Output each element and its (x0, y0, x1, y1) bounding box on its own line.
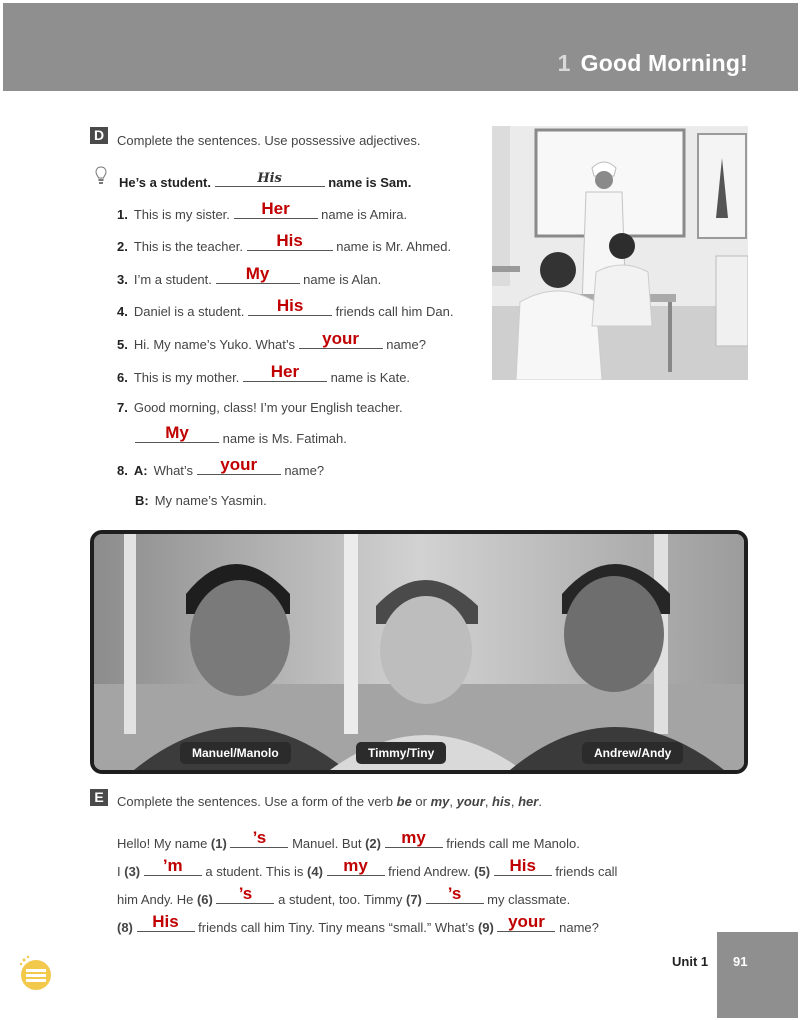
instruction-text: , (449, 794, 457, 809)
item-text: name is Mr. Ahmed. (336, 239, 452, 254)
answer-text: your (508, 912, 545, 931)
item-text: name is Ms. Fatimah. (222, 431, 347, 446)
exercise-item (117, 329, 426, 352)
instruction-text: . (538, 794, 542, 809)
exercise-item-continued (135, 423, 347, 446)
section-d-instruction: Complete the sentences. Use possessive adjectives. (117, 133, 421, 148)
item-text: What’s (153, 463, 194, 478)
item-text: name is Alan. (303, 272, 382, 287)
page-number: 91 (733, 954, 748, 969)
answer-text: His (276, 296, 304, 315)
blank-number: (3) (124, 864, 141, 879)
answer-text: His (276, 231, 303, 250)
instruction-keyword: his (492, 794, 511, 809)
answer-text: my (401, 828, 426, 847)
answer-blank[interactable] (327, 856, 385, 876)
answer-text: Her (270, 362, 300, 381)
item-number: 2. (117, 239, 128, 254)
item-number: 3. (117, 272, 128, 287)
item-number: 4. (117, 304, 128, 319)
blank-number: (9) (477, 920, 494, 935)
answer-blank[interactable] (234, 199, 318, 219)
speaker-label: A: (133, 463, 148, 478)
section-e-letter: E (90, 789, 108, 806)
passage-text: I (117, 864, 125, 879)
passage-text: Hello! My name (117, 836, 211, 851)
answer-text: Her (261, 199, 290, 218)
answer-text: My (165, 423, 189, 442)
caption-manuel: Manuel/Manolo (180, 742, 291, 764)
classroom-photo (492, 126, 748, 380)
answer-blank[interactable] (299, 329, 383, 349)
example-blank (215, 172, 325, 187)
passage-line (117, 884, 571, 907)
item-text: name is Kate. (330, 370, 411, 385)
unit-title-text: Good Morning! (580, 50, 748, 76)
item-text: name? (386, 337, 426, 352)
passage-line (117, 856, 618, 879)
item-text: friends call him Dan. (335, 304, 454, 319)
blank-number: (5) (474, 864, 491, 879)
exercise-item (117, 296, 454, 319)
passage-line (117, 828, 580, 851)
passage-text: friends call me Manolo. (446, 836, 580, 851)
passage-text: a student. This is (205, 864, 308, 879)
instruction-text: or (411, 794, 431, 809)
unit-number: 1 (557, 50, 571, 76)
passage-line (117, 912, 599, 935)
example-sentence (119, 172, 411, 190)
answer-text: your (220, 455, 258, 474)
item-text: Hi. My name’s Yuko. What’s (133, 337, 295, 352)
passage-text: him Andy. He (117, 892, 197, 907)
blank-number: (4) (307, 864, 323, 879)
answer-text: His (509, 856, 536, 875)
passage-text: Manuel. But (292, 836, 366, 851)
item-text: Daniel is a student. (133, 304, 245, 319)
item-text: This is my mother. (133, 370, 240, 385)
item-number: 5. (117, 337, 128, 352)
instruction-keyword: my (430, 794, 450, 809)
blank-number: (2) (365, 836, 381, 851)
students-photo (90, 530, 748, 774)
blank-number: (8) (117, 920, 133, 935)
exercise-item (117, 264, 382, 287)
instruction-text: , (484, 794, 493, 809)
answer-blank[interactable] (135, 423, 219, 443)
students-photo-image (94, 534, 744, 770)
footer-unit-label: Unit 1 (672, 954, 709, 969)
item-text: My name’s Yasmin. (154, 493, 267, 508)
item-number: 1. (117, 207, 128, 222)
item-number: 7. (117, 400, 128, 415)
answer-blank[interactable] (137, 912, 195, 932)
dialogue-response (135, 493, 267, 508)
page-number-box (717, 932, 798, 1018)
blank-number: (6) (196, 892, 213, 907)
section-e-instruction (117, 794, 542, 809)
item-number: 6. (117, 370, 128, 385)
item-text: name? (284, 463, 325, 478)
instruction-keyword: your (456, 794, 485, 809)
blank-number: (7) (406, 892, 422, 907)
answer-text: ’s (238, 884, 253, 903)
answer-blank[interactable] (497, 912, 555, 932)
example-answer: His (257, 171, 282, 186)
exercise-item (117, 231, 452, 254)
answer-blank[interactable] (247, 231, 333, 251)
answer-blank[interactable] (494, 856, 552, 876)
passage-text: friends call him Tiny. Tiny means “small.” What’s (198, 920, 478, 935)
example-after: name is Sam. (328, 175, 412, 190)
publisher-logo-icon (18, 955, 54, 991)
answer-blank[interactable] (230, 828, 288, 848)
exercise-item (117, 199, 408, 222)
answer-blank[interactable] (144, 856, 202, 876)
speaker-label: B: (135, 493, 149, 508)
blank-number: (1) (210, 836, 227, 851)
answer-blank[interactable] (197, 455, 281, 475)
answer-blank[interactable] (243, 362, 327, 382)
answer-text: ’s (252, 828, 267, 847)
answer-blank[interactable] (248, 296, 332, 316)
answer-blank[interactable] (216, 264, 300, 284)
caption-andrew: Andrew/Andy (582, 742, 683, 764)
answer-blank[interactable] (385, 828, 443, 848)
answer-blank[interactable] (216, 884, 274, 904)
answer-text: my (343, 856, 368, 875)
answer-blank[interactable] (426, 884, 484, 904)
instruction-text: Complete the sentences. Use a form of the verb (117, 794, 397, 809)
passage-text: a student, too. Timmy (278, 892, 406, 907)
item-text: This is my sister. (133, 207, 230, 222)
caption-timmy: Timmy/Tiny (356, 742, 446, 764)
header-band (3, 3, 798, 91)
passage-text: friends call (555, 864, 618, 879)
item-text: This is the teacher. (133, 239, 243, 254)
exercise-item (117, 455, 325, 478)
item-number: 8. (117, 463, 128, 478)
lightbulb-icon (95, 166, 107, 186)
instruction-keyword: be (396, 794, 412, 809)
item-text: I’m a student. (133, 272, 212, 287)
item-text: name is Amira. (321, 207, 408, 222)
unit-title (558, 50, 748, 77)
passage-text: friend Andrew. (388, 864, 475, 879)
answer-text: your (322, 329, 360, 348)
answer-text: His (152, 912, 179, 931)
section-d-letter: D (90, 127, 108, 144)
passage-text: my classmate. (487, 892, 571, 907)
instruction-keyword: her (518, 794, 539, 809)
answer-text: ’m (162, 856, 183, 875)
exercise-item (117, 400, 403, 415)
answer-text: ’s (447, 884, 462, 903)
passage-text: name? (559, 920, 599, 935)
instruction-text: , (510, 794, 519, 809)
example-before: He’s a student. (119, 175, 211, 190)
answer-text: My (245, 264, 270, 283)
item-text: Good morning, class! I’m your English teacher. (133, 400, 403, 415)
exercise-item (117, 362, 411, 385)
